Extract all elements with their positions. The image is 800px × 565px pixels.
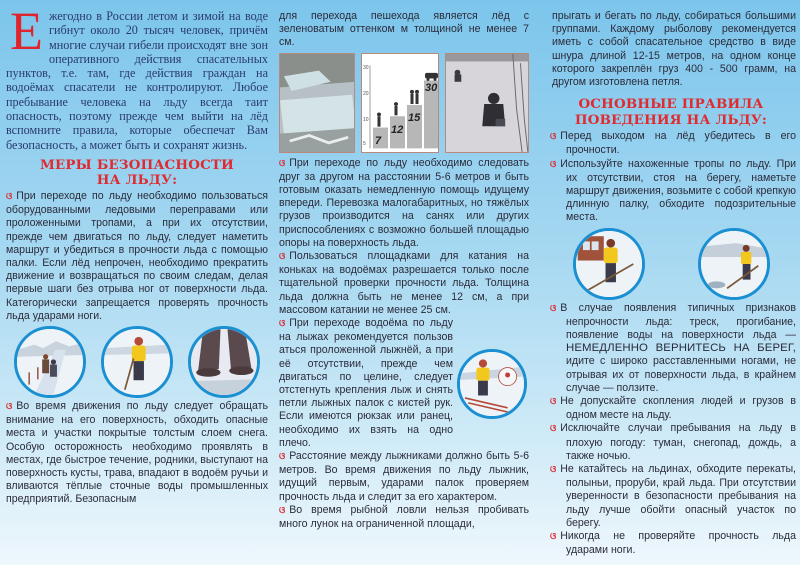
illustration-skier: [457, 349, 527, 419]
safety-p2-text: Во время движения по льду следует обращать внимание на его поверхность, обходить опасные места и участки покрытые толстым слоем снега. Особую осторожность необходимо проявлять в местах, где быстрое течение, родники, выступают на поверхность кусты, трава, впадают в водоём ручьи и вливаются тёплые сточные воды промышленных предприятий. Безопасным: [6, 400, 268, 506]
rules-heading-line1: ОСНОВНЫЕ ПРАВИЛА: [578, 96, 764, 113]
rule-2-text: Используйте нахоженные тропы по льду. При их отсутствии, стоя на берегу, наметьте маршрут движения, возьмите с собой крепкую длинную палку, обходите подозрительные места.: [560, 157, 796, 224]
bullet-icon: ଓ: [279, 505, 286, 516]
right-paragraph-0: [546, 10, 796, 89]
column-middle: [279, 0, 529, 565]
illustration-person-on-shore: [573, 228, 645, 300]
illustration-feet-on-ice: [188, 326, 260, 398]
feet-on-ice-image: [191, 329, 257, 395]
middle-p5-text: Во время рыбной ловли нельзя пробивать много лунок на ограниченной площади,: [279, 503, 529, 531]
chart-value-12: 12: [391, 123, 404, 136]
person-on-shore-image: [576, 231, 642, 297]
middle-paragraph-0: [279, 10, 529, 50]
rules-heading-line2: ПОВЕДЕНИЯ НА ЛЬДУ:: [574, 111, 768, 128]
middle-p4-text: Расстояние между лыжниками должно быть 5-6 метров. Во время движения по льду лыжник, идущий первым, ударами палок проверяем прочность льда и следит за его характером.: [279, 450, 529, 503]
middle-p0-text: для перехода пешехода является лёд с зеленоватым оттенком м толщиной не менее 7 см.: [279, 10, 529, 49]
illustration-person-testing-ice: [698, 228, 770, 300]
chart-value-7: 7: [375, 134, 382, 147]
middle-paragraph-1: [279, 157, 529, 250]
rule-3-text: В случае появления типичных признаков непрочности льда: треск, прогибание, появление воды на поверхности льда —: [560, 301, 796, 342]
bullet-icon: ଓ: [550, 303, 557, 314]
middle-paragraph-3: [279, 317, 453, 450]
bullet-icon: ଓ: [550, 132, 557, 143]
bullet-icon: ଓ: [279, 452, 286, 463]
illustration-walking-path: [14, 326, 86, 398]
rule-6: [546, 463, 796, 530]
dropcap-letter: Е: [10, 1, 43, 61]
column-left: [6, 0, 268, 565]
chart-value-15: 15: [408, 111, 421, 124]
ice-blocks-photo: [279, 53, 355, 153]
bullet-icon: ଓ: [279, 319, 286, 330]
middle-p3-text: При переходе водоёма по льду на лыжах рекомендуется пользов аться проложенной лыжнёй, а при её отсутствии, прежде чем двигаться по целине, следует отстегнуть крепления лыж и снять петли лыжных палок с кистей рук. Если имеются рюкзак или ранец, необходимо их взять на одно плечо.: [279, 317, 453, 449]
ice-thickness-chart: [361, 53, 439, 153]
bullet-icon: ଓ: [550, 465, 557, 476]
rule-6-text: Не катайтесь на льдинах, обходите перекаты, полыньи, проруби, край льда. При отсутствии уверенности в безопасности пребывания на льду лучше обойти опасный участок по берегу.: [560, 463, 796, 529]
rule-4: [546, 395, 796, 422]
rule-7-text: Никогда не проверяйте прочность льда ударами ноги.: [560, 530, 796, 557]
skier-row: [279, 317, 529, 450]
rule-5-text: Исключайте случаи пребывания на льду в плохую погоду: туман, снегопад, дождь, а также ночью.: [560, 422, 796, 462]
bullet-icon: ଓ: [6, 191, 13, 202]
rules-illustrations: [546, 228, 796, 300]
safety-heading-line1: МЕРЫ БЕЗОПАСНОСТИ: [39, 156, 235, 173]
walking-path-image: [17, 329, 83, 395]
rule-3-tail: идите с широко расставленными ногами, не отрывая их от поверхности льда, в крайнем случае — ползите.: [566, 355, 796, 394]
rule-2: [546, 158, 796, 225]
rule-3-emphasis: НЕМЕДЛЕННО ВЕРНИТЕСЬ НА БЕРЕГ,: [566, 342, 796, 355]
bullet-icon: ଓ: [550, 532, 557, 543]
chart-axis-tick: 5: [363, 140, 366, 147]
fisherman-photo: [445, 53, 529, 153]
middle-paragraph-2: [279, 250, 529, 317]
bullet-icon: ଓ: [550, 159, 557, 170]
bullet-icon: ଓ: [279, 252, 286, 263]
ice-thickness-chart-image: [362, 54, 439, 153]
chart-value-30: 30: [425, 81, 438, 94]
safety-illustrations: [6, 326, 268, 398]
safety-p1-text: При переходе по льду необходимо пользоваться оборудованными ледовыми переправами или проложенными тропами, а при их отсутствии, прежде чем двигаться по льду, следует наметить маршрут и убедиться в прочности льда с помощью палки. Если лёд непрочен, необходимо прекратить движение и возвращаться по своим следам, делая первые шаги без отрыва ног от поверхности льда. Категорически запрещается проверять прочность льда ударами ноги.: [6, 189, 268, 322]
rule-7: [546, 530, 796, 557]
chart-axis-tick: 30: [363, 64, 369, 71]
chart-axis-tick: 20: [363, 90, 369, 97]
bullet-icon: ଓ: [550, 397, 557, 408]
person-testing-ice-image: [701, 231, 767, 297]
middle-paragraph-5: [279, 504, 529, 531]
bullet-icon: ଓ: [550, 424, 557, 435]
skier-image: [460, 352, 524, 416]
middle-p1-text: При переходе по льду необходимо следовать друг за другом на расстоянии 5-6 метров и быть готовым оказать немедленную помощь идущему впереди. Перевозка малогабаритных, но тяжёлых грузов производится на санях или других приспособлениях с возможно большей площадью опоры на поверхность льда.: [279, 156, 529, 249]
intro-paragraph: [6, 1, 268, 152]
intro-text: жегодно в России летом и зимой на воде гибнут около 20 тысяч человек, причём многие случаи гибели происходят вне зон оперативного действия спасательных пунктов, т.е. там, где действия граждан на водоёмах спасатели не контролируют. Любое пребывание человека на льду всегда таит опасность, поэтому прежде чем выйти на лёд вспомните правила, которые обеспечат Вам безопасность, а может быть и сохранят жизнь.: [6, 9, 268, 152]
chart-axis-tick: 10: [363, 116, 369, 123]
column-right: [546, 0, 796, 565]
rule-3: [546, 302, 796, 395]
rule-5: [546, 422, 796, 463]
fisherman-image: [446, 54, 529, 153]
middle-paragraph-4: [279, 450, 529, 504]
middle-p2-text: Пользоваться площадками для катания на коньках на водоёмах разрешается только после тщательной проверки прочности льда. Толщина льда должна быть не менее 12 см, а при массовом катании не менее 25 см.: [279, 250, 529, 316]
right-p0-text: прыгать и бегать по льду, собираться большими группами. Каждому рыболову рекомендуется иметь с собой спасательное средство в виде шнура длиной 12-15 метров, на одном конце которого закреплён груз 400 - 500 грамм, на другом изготовлена петля.: [552, 10, 796, 89]
rule-1: [546, 130, 796, 157]
bullet-icon: ଓ: [279, 158, 286, 169]
person-with-stick-image: [104, 329, 170, 395]
middle-photos: [279, 53, 529, 153]
safety-paragraph-2: [6, 400, 268, 507]
safety-heading-line2: НА ЛЬДУ:: [96, 172, 178, 189]
rule-4-text: Не допускайте скопления людей и грузов в одном месте на льду.: [560, 395, 796, 422]
safety-paragraph-1: [6, 190, 268, 323]
safety-heading: [6, 158, 268, 189]
rule-1-text: Перед выходом на лёд убедитесь в его прочности.: [560, 130, 796, 157]
illustration-person-with-stick: [101, 326, 173, 398]
bullet-icon: ଓ: [6, 402, 13, 412]
ice-blocks-image: [280, 54, 355, 153]
rules-heading: [546, 97, 796, 128]
